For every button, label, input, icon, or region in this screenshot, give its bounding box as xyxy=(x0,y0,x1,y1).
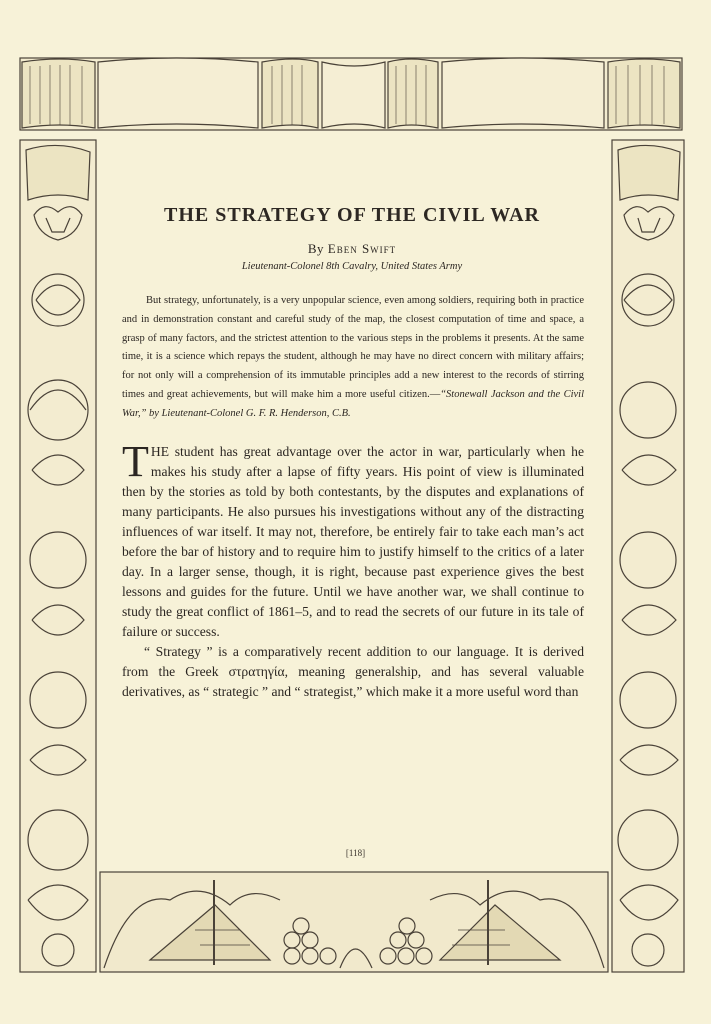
epigraph-attribution: “Stonewall Jackson and the Civil War,” by Lieutenant-Colonel G. F. R. Henderson, C.B. xyxy=(122,388,584,419)
paragraph-1-text: HE student has great advantage over the actor in war, particularly when he makes his study after a lapse of fifty years. His point of view is illuminated then by the stories as told by both contestants, by the disputes and explanations of many participants. He also pursues his investigations without any of the distracting influences of war itself. It may not, therefore, be entirely fair to take each man’s act before the bar of history and to require him to justify himself to the critics of a later day. In a larger sense, though, it is right, because past experience gives the best lessons and guides for the future. Until we have another war, we shall continue to study the great conflict of 1861–5, and to read the secrets of our future in its tale of failure or success. xyxy=(122,443,584,639)
scroll-banner xyxy=(22,58,680,128)
epigraph xyxy=(122,292,584,424)
drop-cap: T xyxy=(122,436,149,486)
paragraph-2: “ Strategy ” is a comparatively recent addition to our language. It is derived from the Greek στρατηγία, meaning generalship, and has several valuable derivatives, as “ strategic ” and “ strategist,” which make it a more useful word than xyxy=(122,643,584,699)
article-text xyxy=(122,436,584,702)
bottom-illustration xyxy=(100,872,608,972)
author-name: Eben Swift xyxy=(327,241,397,256)
article-body-area xyxy=(116,196,588,870)
byline-prefix: By xyxy=(307,241,328,256)
author-rank: Lieutenant-Colonel 8th Cavalry, United States Army xyxy=(241,261,463,272)
page-number: [118] xyxy=(345,848,366,858)
byline xyxy=(116,241,588,257)
paragraph-1 xyxy=(122,436,584,642)
article-title: THE STRATEGY OF THE CIVIL WAR xyxy=(164,204,540,226)
epigraph-text: But strategy, unfortunately, is a very unpopular science, even among soldiers, requiring both in practice and in demonstration constant and careful study of the map, the closest computation of time and space, a grasp of many factors, and the strictest attention to the various steps in the problems it presents. At the same time, it is a science which repays the student, although he may have no direct concern with military affairs; for not only will a comprehension of its immutable principles add a new interest to the records of stirring times and great achievements, but will make him a more useful citizen.— xyxy=(122,295,584,400)
